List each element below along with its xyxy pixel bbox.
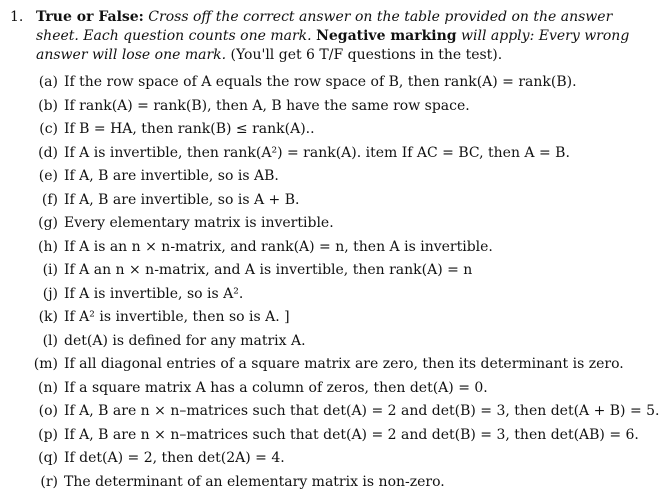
statement-text: det(A) is defined for any matrix A. xyxy=(64,330,653,354)
statement-i xyxy=(10,259,653,283)
statement-l xyxy=(10,330,653,354)
statement-text: If A, B are n × n–matrices such that det(A) = 2 and det(B) = 3, then det(AB) = 6. xyxy=(64,424,653,448)
statement-text: If rank(A) = rank(B), then A, B have the same row space. xyxy=(64,95,653,119)
statement-label: (e) xyxy=(10,165,64,189)
statement-d xyxy=(10,142,653,166)
question-instructions xyxy=(36,8,653,65)
negative-marking-label: Negative marking xyxy=(316,28,457,44)
statement-label: (l) xyxy=(10,330,64,354)
statement-label: (d) xyxy=(10,142,64,166)
statement-p xyxy=(10,424,653,448)
statement-label: (g) xyxy=(10,212,64,236)
statement-r xyxy=(10,471,653,494)
statement-text: If A, B are n × n–matrices such that det(A) = 2 and det(B) = 3, then det(A + B) = 5. xyxy=(64,400,660,424)
statement-label: (i) xyxy=(10,259,64,283)
statement-k xyxy=(10,306,653,330)
question-header xyxy=(10,8,653,65)
statement-g xyxy=(10,212,653,236)
statement-label: (h) xyxy=(10,236,64,260)
statement-label: (b) xyxy=(10,95,64,119)
statement-label: (r) xyxy=(10,471,64,494)
statement-b xyxy=(10,95,653,119)
statement-text: If A is an n × n-matrix, and rank(A) = n, then A is invertible. xyxy=(64,236,653,260)
statement-a xyxy=(10,71,653,95)
statement-text: If a square matrix A has a column of zeros, then det(A) = 0. xyxy=(64,377,653,401)
statement-text: If all diagonal entries of a square matrix are zero, then its determinant is zero. xyxy=(64,353,653,377)
statement-n xyxy=(10,377,653,401)
statement-label: (p) xyxy=(10,424,64,448)
statement-label: (q) xyxy=(10,447,64,471)
statement-text: If A, B are invertible, so is AB. xyxy=(64,165,653,189)
statement-label: (a) xyxy=(10,71,64,95)
statement-text: If the row space of A equals the row space of B, then rank(A) = rank(B). xyxy=(64,71,653,95)
statement-list xyxy=(10,71,653,494)
statement-c xyxy=(10,118,653,142)
statement-label: (o) xyxy=(10,400,64,424)
statement-e xyxy=(10,165,653,189)
statement-h xyxy=(10,236,653,260)
statement-text: If A an n × n-matrix, and A is invertible, then rank(A) = n xyxy=(64,259,653,283)
question-note: (You'll get 6 T/F questions in the test). xyxy=(231,47,503,63)
statement-label: (f) xyxy=(10,189,64,213)
statement-m xyxy=(10,353,653,377)
statement-label: (m) xyxy=(10,353,64,377)
statement-text: If A² is invertible, then so is A. ] xyxy=(64,306,653,330)
statement-text: If B = HA, then rank(B) ≤ rank(A).. xyxy=(64,118,653,142)
statement-q xyxy=(10,447,653,471)
statement-text: If A, B are invertible, so is A + B. xyxy=(64,189,653,213)
instruction-part-b: will apply: Every wrong answer will lose one mark. xyxy=(36,28,629,63)
statement-label: (k) xyxy=(10,306,64,330)
statement-f xyxy=(10,189,653,213)
statement-text: Every elementary matrix is invertible. xyxy=(64,212,653,236)
statement-label: (c) xyxy=(10,118,64,142)
question-title: True or False: xyxy=(36,9,144,25)
statement-label: (j) xyxy=(10,283,64,307)
question-number: 1. xyxy=(10,8,36,65)
statement-text: If A is invertible, so is A². xyxy=(64,283,653,307)
statement-o xyxy=(10,400,653,424)
statement-label: (n) xyxy=(10,377,64,401)
statement-text: If det(A) = 2, then det(2A) = 4. xyxy=(64,447,653,471)
statement-j xyxy=(10,283,653,307)
statement-text: If A is invertible, then rank(A²) = rank(A). item If AC = BC, then A = B. xyxy=(64,142,653,166)
instruction-part-a: Cross off the correct answer on the table provided on the answer sheet. Each question counts one mark. xyxy=(36,9,612,44)
statement-text: The determinant of an elementary matrix is non-zero. xyxy=(64,471,653,494)
